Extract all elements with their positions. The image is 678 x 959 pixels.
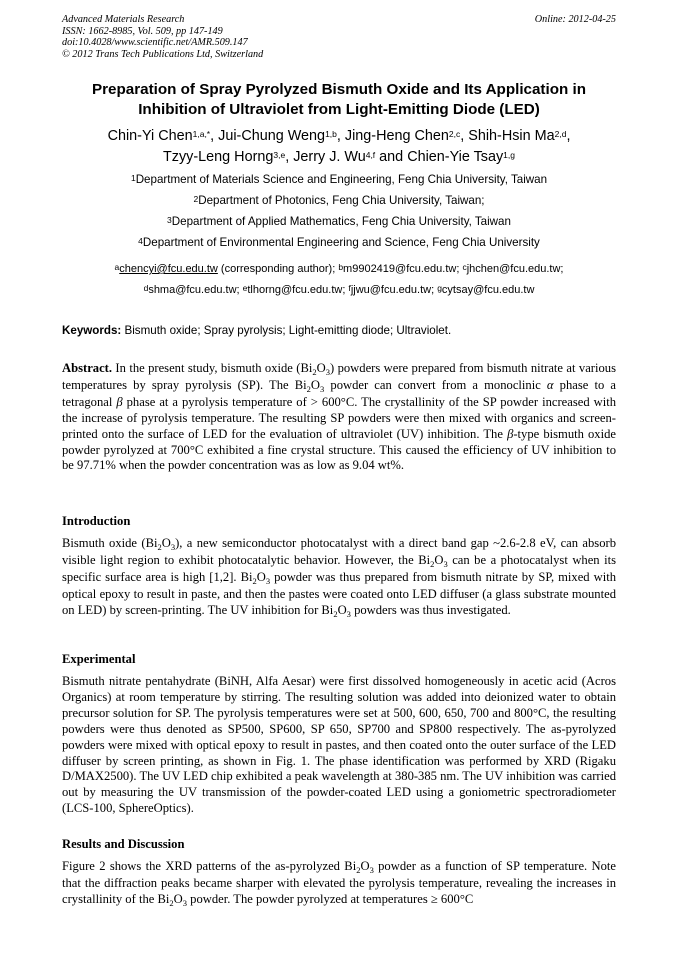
author-name: Shih-Hsin Ma [468, 128, 555, 144]
email-sup: d [143, 283, 149, 293]
author-sup: 4,f [365, 150, 376, 160]
text-run: O [434, 552, 444, 567]
email-sup: e [242, 283, 248, 293]
email-sup: f [348, 283, 351, 293]
affiliation-sup: 4 [138, 236, 143, 246]
subscript: 2 [430, 558, 435, 569]
affiliation-text: Department of Materials Science and Engineering, Feng Chia University, Taiwan [135, 173, 548, 186]
text-run: O [360, 859, 370, 873]
text-run: powder as a function of SP temperature. Note that the diffraction peaks became sharper with elevated the pyrolysis temperature, revealing the increases in crystallinity of the Bi [62, 859, 616, 906]
introduction-paragraph [62, 536, 616, 620]
author-name: Jing-Heng Chen [344, 128, 449, 144]
subscript: 2 [356, 865, 361, 875]
affiliation-sup: 2 [193, 194, 199, 204]
text-run: O [256, 569, 266, 584]
doi: doi:10.4028/www.scientific.net/AMR.509.147 [62, 37, 248, 49]
keywords-text: Bismuth oxide; Spray pyrolysis; Light-emitting diode; Ultraviolet. [121, 324, 452, 337]
keywords [62, 324, 622, 338]
experimental-heading: Experimental [62, 652, 136, 666]
author-sup: 1,b [325, 129, 337, 139]
affiliation-4 [40, 236, 638, 250]
subscript: 3 [265, 575, 271, 586]
text-run: powders was thus investigated. [350, 602, 511, 617]
text-run: ) powders were prepared from bismuth nitrate at various temperatures by spray pyrolysis (SP). The Bi [62, 361, 616, 392]
author-name: Chien-Yie Tsay [407, 149, 504, 165]
subscript: 3 [346, 608, 351, 619]
email: cytsay@fcu.edu.tw [441, 284, 535, 296]
author-name: Tzyy-Leng Horng [163, 149, 274, 165]
results-heading: Results and Discussion [62, 837, 185, 851]
affiliation-1 [40, 173, 638, 187]
text-run: can be a photocatalyst when its specific surface area is high [1,2]. Bi [62, 552, 617, 584]
text-run: O [173, 891, 183, 906]
text-run: In the present study, bismuth oxide (Bi [112, 361, 313, 375]
subscript: 2 [306, 383, 311, 394]
email-note: (corresponding author); [217, 263, 339, 275]
email: shma@fcu.edu.tw; [148, 284, 243, 296]
subscript: 2 [169, 897, 174, 908]
text-run: O [310, 377, 321, 392]
subscript: 2 [333, 608, 338, 619]
abstract-paragraph [62, 361, 616, 474]
experimental-paragraph: Bismuth nitrate pentahydrate (BiNH, Alfa Aesar) were first dissolved homogeneously in acetic acid (Acros Organics) at room temperature by stirring. The resulting solution was added into deionized water to obtain precursor solution for SP. The pyrolysis temperatures were set at 500, 600, 650, 700 and 800°C, the resulting powders were thus denoted as SP500, SP600, SP 650, SP700 and SP800 respectively. The as-pyrolyzed powders were mixed with optical epoxy to result in pastes, and then coated onto the outer surface of the LED diffuser by screen printing, as shown in Fig. 1. The phase identification was performed by XRD (Rigaku D/MAX2500). The UV LED chip exhibited a peak wavelength at 380-385 nm. The UV inhibition was carried out by measuring the UV transmission of the powder-coated LED using a goniometric spectroradiometer (LCS-100, SphereOptics). [62, 674, 616, 816]
keywords-label: Keywords: [62, 324, 122, 337]
email: tlhorng@fcu.edu.tw; [247, 284, 349, 296]
subscript: 3 [443, 558, 448, 569]
subscript: 2 [252, 575, 257, 586]
affiliation-text: Department of Photonics, Feng Chia University, Taiwan; [198, 194, 485, 207]
author-sup: 2,c [448, 129, 461, 139]
greek-symbol: β [507, 426, 514, 441]
author-name: Jui-Chung Weng [218, 128, 326, 144]
greek-symbol: β [116, 394, 123, 409]
author-sup: 2,d [554, 129, 567, 139]
affiliation-3 [40, 215, 638, 229]
copyright: © 2012 Trans Tech Publications Ltd, Switzerland [62, 48, 264, 60]
text-run: O [161, 536, 171, 550]
journal-header [62, 14, 616, 60]
affiliation-2 [40, 194, 638, 208]
author-name: Jerry J. Wu [293, 149, 366, 165]
author-name: Chin-Yi Chen [107, 128, 193, 144]
online-date: Online: 2012-04-25 [534, 14, 616, 25]
subscript: 3 [170, 542, 176, 552]
subscript: 3 [369, 865, 374, 875]
greek-symbol: α [546, 377, 554, 392]
text-run: phase at a pyrolysis temperature of > 600°C. The crystallinity of the SP powder increased with the increase of pyrolysis temperature. The resulting SP powders were then mixed with organics and screen-printed onto the surface of LED for the evaluation of ultraviolet (UV) inhibition. The [62, 394, 617, 441]
email-sup: g [437, 283, 442, 293]
text-run: O [337, 602, 347, 617]
text-run: -type bismuth oxide powder pyrolyzed at 700°C exhibited a fine crystal structure. This caused the efficiency of UV inhibition to be 97.71% when the powder concentration was as low as 9.04 wt%. [62, 426, 616, 473]
subscript: 3 [182, 897, 187, 908]
corresponding-email-link[interactable]: chencyi@fcu.edu.tw [119, 263, 218, 275]
abstract-label: Abstract. [62, 361, 113, 375]
author-sup: 3,e [273, 150, 286, 160]
author-list: Chin-Yi Chen$^{1,a,*}$, Jui-Chung Weng$^{1,b}$, Jing-Heng Chen$^{2,c}$, Shih-Hsin Ma$^{2,d}$, Tzyy-Leng Horng$^{3,e}$, Jerry J. Wu$^{4,f}$ and Chien-Yie Tsay$^{1,g}$ [107, 128, 571, 165]
email-sup: a [114, 262, 120, 272]
text-run: O [316, 361, 326, 375]
title-line-1: Preparation of Spray Pyrolyzed Bismuth Oxide and Its Application in [92, 81, 586, 98]
email-sup: b [338, 262, 344, 272]
affiliation-text: Department of Environmental Engineering and Science, Feng Chia University [142, 236, 540, 249]
affiliation-sup: 1 [130, 173, 136, 183]
affiliation-text: Department of Applied Mathematics, Feng Chia University, Taiwan [171, 215, 511, 228]
author-sup: 1,g [503, 150, 515, 160]
title-line-2: Inhibition of Ultraviolet from Light-Emitting Diode (LED) [138, 101, 540, 118]
subscript: 3 [320, 383, 325, 394]
subscript: 2 [312, 367, 317, 377]
paper-title [40, 80, 638, 120]
text-run: powder. The powder pyrolyzed at temperatures ≥ 600°C [187, 891, 474, 906]
results-paragraph [62, 859, 616, 909]
email: jjwu@fcu.edu.tw; [350, 284, 438, 296]
author-sup: 1,a,* [192, 129, 211, 139]
introduction-heading: Introduction [62, 514, 131, 528]
email-sup: c [462, 262, 467, 272]
text-run: ), a new semiconductor photocatalyst with a direct band gap ~2.6-2.8 eV, can absorb visible light region to exhibit photocatalytic behavior. However, the Bi [62, 536, 617, 567]
email: m9902419@fcu.edu.tw; [343, 263, 463, 275]
subscript: 2 [157, 542, 162, 552]
email: jhchen@fcu.edu.tw; [466, 263, 564, 275]
text-run: powder was thus prepared from bismuth nitrate by SP, mixed with optical epoxy to result in paste, and then the pastes were coated onto LED diffuser (a glass substrate mounted on LED) by screen-printing. The UV inhibition for Bi [62, 569, 616, 617]
affiliation-sup: 3 [167, 215, 172, 225]
text-run: Bismuth oxide (Bi [62, 536, 158, 550]
text-run: phase to a tetragonal [62, 377, 616, 409]
issn: ISSN: 1662-8985, Vol. 509, pp 147-149 [62, 25, 223, 37]
subscript: 3 [325, 367, 330, 377]
text-run: powder can convert from a monoclinic [324, 377, 547, 392]
text-run: Figure 2 shows the XRD patterns of the as-pyrolyzed Bi [62, 859, 357, 873]
email-line-2 [40, 283, 638, 297]
journal-name: Advanced Materials Research [62, 14, 185, 25]
email-line-1 [40, 262, 638, 276]
